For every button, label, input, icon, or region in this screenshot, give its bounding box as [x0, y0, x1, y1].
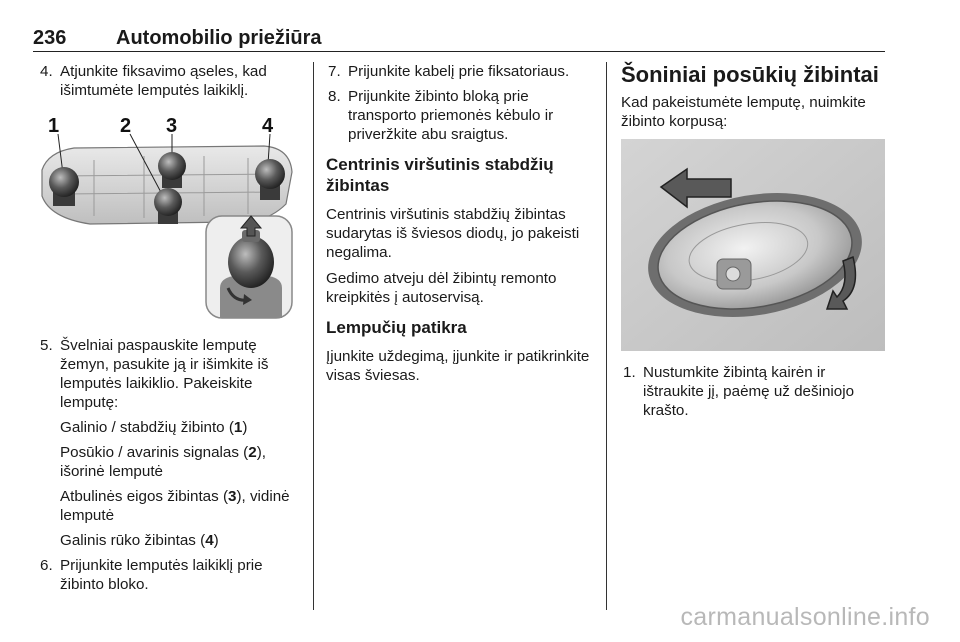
bulb-item-2: Posūkio / avarinis signalas (2), išorinė lemputė	[60, 444, 266, 480]
column-divider-1	[313, 62, 314, 610]
step-1	[621, 363, 887, 420]
page-header	[33, 27, 885, 52]
column-2	[326, 62, 596, 392]
step-number: 4.	[40, 63, 53, 80]
step-7	[326, 62, 596, 81]
column-1	[38, 62, 300, 600]
watermark: carmanualsonline.info	[680, 603, 930, 631]
section-title-side-indicators: Šoniniai posūkių žibintai	[621, 62, 879, 87]
bulb-number: 1	[233, 419, 243, 436]
step-number: 5.	[40, 337, 53, 354]
callout-3: 3	[166, 115, 178, 137]
step-5	[38, 336, 300, 412]
bulb-number: 3	[228, 488, 237, 505]
side-indicator-figure	[621, 139, 885, 351]
step-text: Atjunkite fiksavimo ąseles, kad išimtumėte lemputės laikiklį.	[60, 63, 267, 99]
step-text: Švelniai paspauskite lemputę žemyn, pasukite ją ir išimkite iš lemputės laikiklio. Pakeiskite lemputę:	[60, 337, 269, 411]
step-text: Prijunkite lemputės laikiklį prie žibinto bloko.	[60, 557, 263, 593]
column-3	[621, 62, 887, 426]
step-text: Prijunkite kabelį prie fiksatoriaus.	[348, 63, 570, 80]
callout-1: 1	[48, 115, 60, 137]
step-number: 7.	[328, 63, 341, 80]
step-number: 8.	[328, 88, 341, 105]
step-6	[38, 556, 300, 594]
bulb-1-icon	[49, 167, 79, 206]
paragraph: Gedimo atveju dėl žibintų remonto kreipkitės į autoservisą.	[326, 270, 557, 306]
paragraph: Įjunkite uždegimą, įjunkite ir patikrinkite visas šviesas.	[326, 348, 590, 384]
callout-4: 4	[262, 115, 274, 137]
step-text: Nustumkite žibintą kairėn ir ištraukite jį, paėmę už dešiniojo krašto.	[643, 364, 855, 419]
section-heading-bulb-check: Lempučių patikra	[326, 318, 467, 337]
paragraph: Centrinis viršutinis stabdžių žibintas sudarytas iš šviesos diodų, jo pakeisti negalima.	[326, 206, 580, 261]
bulb-number: 4	[205, 532, 214, 549]
bulb-item-1: Galinio / stabdžių žibinto (1)	[60, 419, 248, 436]
column-divider-2	[606, 62, 607, 610]
chapter-title: Automobilio priežiūra	[116, 27, 322, 49]
step-number: 6.	[40, 557, 53, 574]
bulb-item-3: Atbulinės eigos žibintas (3), vidinė lemputė	[60, 488, 290, 524]
bulb-item-4: Galinis rūko žibintas (4)	[60, 532, 219, 549]
step-text: Prijunkite žibinto bloką prie transporto priemonės kėbulo ir priveržkite abu sraigtus.	[348, 88, 554, 143]
step-number: 1.	[623, 364, 636, 381]
rear-lamp-bulb-holder-figure	[34, 112, 296, 322]
paragraph: Kad pakeistumėte lemputę, nuimkite žibinto korpusą:	[621, 94, 866, 130]
step-8	[326, 87, 596, 144]
callout-2: 2	[120, 115, 132, 137]
page-number: 236	[33, 27, 67, 49]
bulb-number: 2	[248, 444, 257, 461]
section-heading-brake-light: Centrinis viršutinis stabdžių žibintas	[326, 155, 554, 195]
step-4	[38, 62, 300, 100]
bulb-2-icon	[154, 188, 182, 224]
bulb-removal-inset	[206, 216, 292, 318]
bulb-3-icon	[158, 152, 186, 188]
